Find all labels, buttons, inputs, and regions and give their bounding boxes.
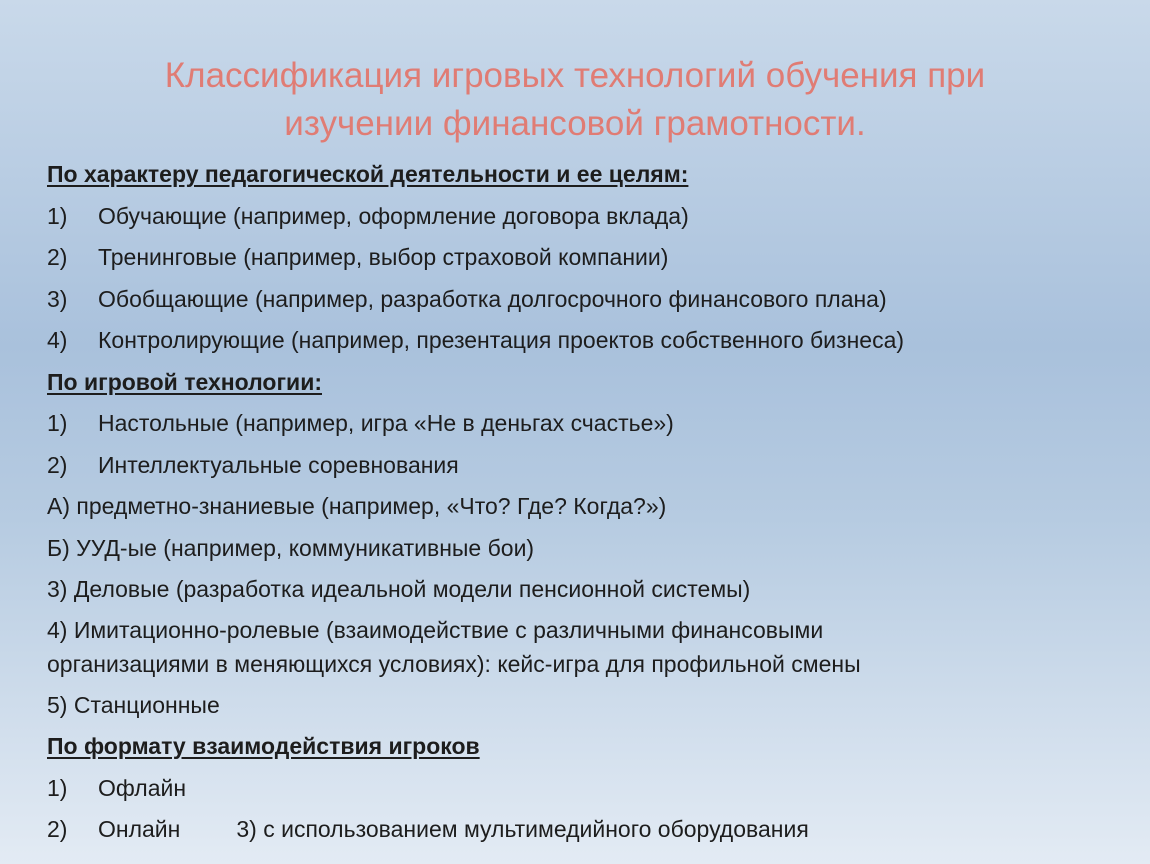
item-number: 4) [47, 327, 68, 353]
item-number: 1) [47, 410, 68, 436]
section-heading-pedagogical: По характеру педагогической деятельности и ее целям: [47, 161, 689, 187]
item-text: Интеллектуальные соревнования [98, 451, 459, 478]
list-item [47, 403, 1127, 445]
section-heading-game-technology: По игровой технологии: [47, 368, 322, 395]
item-number: 2) [47, 244, 68, 270]
item-text: Офлайн [98, 774, 187, 801]
item-text: Контролирующие (например, презентация проектов собственного бизнеса) [98, 327, 905, 353]
item-number: 3) [47, 285, 68, 312]
slide-title [0, 52, 1150, 148]
title-line-1: Классификация игровых технологий обучения при [164, 56, 986, 95]
section-heading-interaction-format: По формату взаимодействия игроков [47, 733, 480, 759]
role-play-line-1: 4) Имитационно-ролевые (взаимодействие с различными финансовыми [47, 616, 824, 643]
item-text-multimedia: 3) с использованием мультимедийного оборудования [236, 816, 809, 842]
list-item [47, 196, 1127, 238]
sub-item-a: А) предметно-знаниевые (например, «Что? Где? Когда?») [47, 493, 667, 519]
item-number: 2) [47, 451, 68, 478]
list-item-role-play [47, 611, 1127, 685]
list-item [47, 445, 1127, 487]
item-text: Тренинговые (например, выбор страховой компании) [98, 244, 669, 270]
list-item [47, 768, 1127, 810]
item-text: Обобщающие (например, разработка долгосрочного финансового плана) [98, 285, 887, 312]
list-item [47, 320, 1127, 362]
slide-body [47, 154, 1127, 851]
list-item [47, 279, 1127, 321]
list-item-business: 3) Деловые (разработка идеальной модели пенсионной системы) [47, 576, 751, 602]
item-text: Онлайн [98, 816, 181, 842]
sub-item-b: Б) УУД-ые (например, коммуникативные бои) [47, 534, 535, 561]
item-number: 1) [47, 774, 68, 801]
role-play-line-2: организациями в меняющихся условиях): кейс-игра для профильной смены [47, 650, 861, 677]
item-text: Настольные (например, игра «Не в деньгах счастье») [98, 410, 674, 436]
list-item [47, 809, 1127, 851]
title-line-2: изучении финансовой грамотности. [284, 104, 866, 143]
item-number: 1) [47, 202, 68, 229]
item-number: 2) [47, 816, 68, 842]
list-item-station: 5) Станционные [47, 691, 220, 718]
list-item [47, 237, 1127, 279]
item-text: Обучающие (например, оформление договора вклада) [98, 202, 689, 229]
